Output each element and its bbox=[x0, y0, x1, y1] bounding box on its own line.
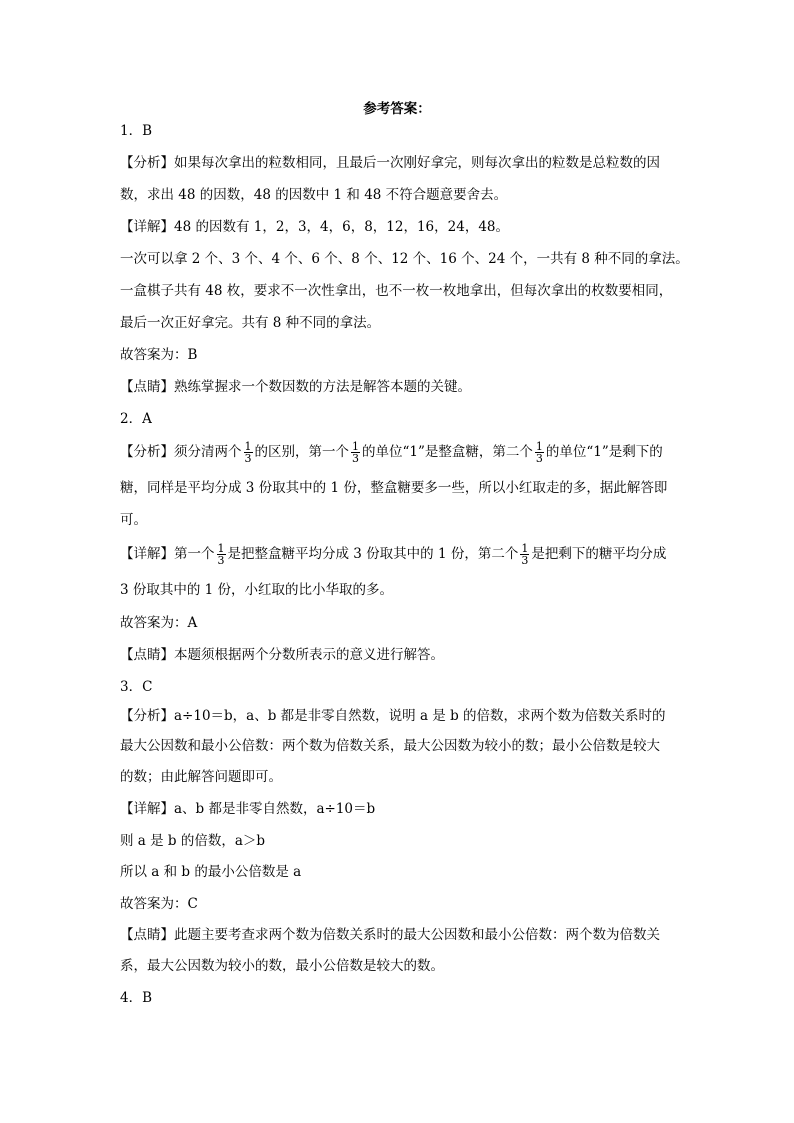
q1-detail-line3: 一盒棋子共有 48 枚，要求不一次性拿出，也不一枚一枚地拿出，但每次拿出的枚数要相同， bbox=[120, 283, 673, 299]
q1-detail-line2: 一次可以拿 2 个、3 个、4 个、6 个、8 个、12 个、16 个、24 个，一共有 8 种不同的拿法。 bbox=[120, 251, 689, 267]
q2-detail-text-b: 是把整盒糖平均分成 3 份取其中的 1 份，第二个 bbox=[227, 546, 519, 562]
fraction-numerator: 1 bbox=[535, 440, 543, 453]
q3-comment-line2: 系，最大公因数为较小的数，最小公倍数是较大的数。 bbox=[120, 958, 444, 974]
one-third-fraction bbox=[351, 441, 360, 464]
q1-number: 1．B bbox=[120, 123, 153, 139]
q2-answer: 故答案为：A bbox=[120, 615, 198, 631]
q2-number: 2．A bbox=[120, 411, 152, 427]
q3-analysis-line1: 【分析】a÷10＝b，a、b 都是非零自然数，说明 a 是 b 的倍数，求两个数为倍数关系时的 bbox=[120, 708, 666, 724]
q2-analysis-line3: 可。 bbox=[120, 512, 147, 528]
q3-analysis-line2: 最大公因数和最小公倍数：两个数为倍数关系，最大公因数为较小的数；最小公倍数是较大 bbox=[120, 738, 660, 754]
q1-detail-line4: 最后一次正好拿完。共有 8 种不同的拿法。 bbox=[120, 315, 381, 331]
page-title: 参考答案： bbox=[363, 101, 431, 117]
q2-detail-text-a: 【详解】第一个 bbox=[120, 546, 215, 562]
q3-comment-line1: 【点睛】此题主要考查求两个数为倍数关系时的最大公因数和最小公倍数：两个数为倍数关 bbox=[120, 927, 660, 943]
q1-answer: 故答案为：B bbox=[120, 347, 198, 363]
fraction-denominator: 3 bbox=[217, 554, 225, 567]
q3-detail-line1: 【详解】a、b 都是非零自然数，a÷10＝b bbox=[120, 801, 376, 817]
q3-answer: 故答案为：C bbox=[120, 896, 198, 912]
fraction-denominator: 3 bbox=[244, 452, 252, 465]
q2-analysis-text-a: 【分析】须分清两个 bbox=[120, 444, 242, 460]
q2-comment: 【点睛】本题须根据两个分数所表示的意义进行解答。 bbox=[120, 647, 444, 663]
fraction-numerator: 1 bbox=[217, 542, 225, 555]
q1-comment: 【点睛】熟练掌握求一个数因数的方法是解答本题的关键。 bbox=[120, 379, 471, 395]
q2-detail-line1 bbox=[120, 543, 666, 566]
q3-detail-line3: 所以 a 和 b 的最小公倍数是 a bbox=[120, 864, 302, 880]
q2-detail-line2: 3 份取其中的 1 份，小红取的比小华取的多。 bbox=[120, 582, 394, 598]
one-third-fraction bbox=[244, 441, 253, 464]
q3-analysis-line3: 的数；由此解答问题即可。 bbox=[120, 769, 282, 785]
q1-analysis-line1: 【分析】如果每次拿出的粒数相同，且最后一次刚好拿完，则每次拿出的粒数是总粒数的因 bbox=[120, 155, 660, 171]
fraction-denominator: 3 bbox=[352, 452, 359, 465]
fraction-numerator: 1 bbox=[244, 440, 252, 453]
q1-detail-line1: 【详解】48 的因数有 1，2，3，4，6，8，12，16，24，48。 bbox=[120, 219, 510, 235]
q2-analysis-line2: 糖，同样是平均分成 3 份取其中的 1 份，整盒糖要多一些，所以小红取走的多，据此解答即 bbox=[120, 480, 668, 496]
q2-detail-text-c: 是把剩下的糖平均分成 bbox=[531, 546, 667, 562]
q3-number: 3．C bbox=[120, 679, 153, 695]
one-third-fraction bbox=[535, 441, 544, 464]
q2-analysis-text-d: 的单位“1”是剩下的 bbox=[545, 444, 663, 460]
q2-analysis-text-b: 的区别，第一个 bbox=[254, 444, 349, 460]
fraction-denominator: 3 bbox=[521, 554, 529, 567]
q2-analysis-line1 bbox=[120, 441, 663, 464]
one-third-fraction bbox=[217, 543, 226, 566]
fraction-numerator: 1 bbox=[352, 440, 359, 453]
q4-number: 4．B bbox=[120, 990, 153, 1006]
fraction-numerator: 1 bbox=[521, 542, 529, 555]
q2-analysis-text-c: 的单位“1”是整盒糖，第二个 bbox=[362, 444, 533, 460]
fraction-denominator: 3 bbox=[535, 452, 543, 465]
one-third-fraction bbox=[520, 543, 529, 566]
q1-analysis-line2: 数，求出 48 的因数，48 的因数中 1 和 48 不符合题意要舍去。 bbox=[120, 187, 508, 203]
q3-detail-line2: 则 a 是 b 的倍数，a＞b bbox=[120, 833, 266, 849]
